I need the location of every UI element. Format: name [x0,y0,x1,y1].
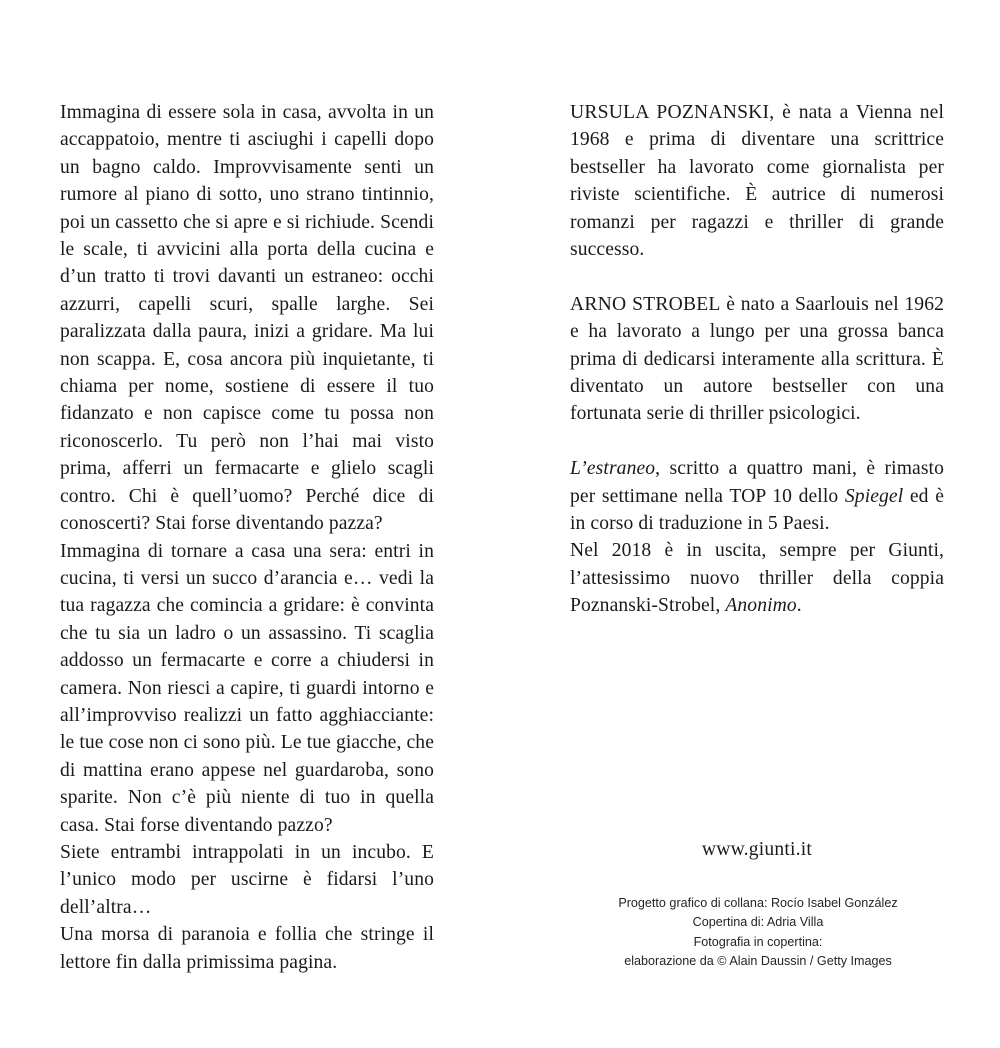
bio-text-strobel: è nato a Saarlouis nel 1962 e ha lavorato a lungo per una grossa banca prima di dedicarsi interamente alla scrittura. È diventato un autore bestseller con una fortunata serie di thriller psicologici. [570,293,944,425]
author-name-poznanski: URSULA POZNANSKI [570,102,770,123]
book-note-paragraph-2 [570,537,944,619]
author-name-strobel: ARNO STROBEL [570,293,721,315]
cover-credits [560,894,956,972]
book-note-text-part2: ed è in corso di traduzione in 5 Paesi. [570,485,944,535]
book-note-text-part1: , scritto a quattro mani, è rimasto per settimane nella TOP 10 dello [570,458,944,507]
blurb-column [60,99,434,976]
bio-paragraph [570,291,944,428]
credit-line-cover-photo-source: elaborazione da © Alain Daussin / Getty Images [624,954,892,969]
credit-line-cover-by: Copertina di: Adria Villa [692,915,824,930]
credit-line-cover-photo-label: Fotografia in copertina: [693,934,823,949]
book-title-estraneo: L’estraneo [570,458,656,480]
author-bio-column [570,99,944,620]
publisher-website[interactable]: www.giunti.it [701,839,813,860]
book-note-text-part3: Nel 2018 è in uscita, sempre per Giunti, l’attesissimo nuovo thriller della coppia Poznanski-Strobel, [570,540,944,617]
book-title-anonimo: Anonimo [725,595,797,617]
blurb-paragraph-2: Immagina di tornare a casa una sera: entri in cucina, ti versi un succo d’arancia e… vedi la tua ragazza che comincia a gridare: è convinta che tu sia un ladro o un assassino. Ti scaglia addosso un fermacarte e corre a chiudersi in camera. Non riesci a capire, ti guardi intorno e all’improvviso realizzi un fatto agghiacciante: le tue cose non ci sono più. Le tue giacche, che di mattina erano appese nel guardaroba, sono sparite. Non c’è più niente di tuo in quella casa. Stai forse diventando pazzo? [60,540,434,836]
blurb-paragraph-3: Siete entrambi intrappolati in un incubo. E l’unico modo per uscirne è fidarsi l’uno dell’altra… [60,841,434,918]
blurb-paragraph-1: Immagina di essere sola in casa, avvolta in un accappatoio, mentre ti asciughi i capelli dopo un bagno caldo. Improvvisamente senti un rumore al piano di sotto, uno strano tintinnio, poi un cassetto che si apre e si richiude. Scendi le scale, ti avvicini alla porta della cucina e d’un tratto ti trovi davanti un estraneo: occhi azzurri, capelli scuri, spalle larghe. Sei paralizzata dalla paura, inizi a gridare. Ma lui non scappa. E, cosa ancora più inquietante, ti chiama per nome, sostiene di essere il tuo fidanzato e non capisce come tu possa non riconoscerlo. Tu però non l’hai mai visto prima, afferri un fermacarte e glielo scagli contro. Chi è quell’uomo? Perché dice di conoscerti? Stai forse diventando pazza? [60,102,434,535]
bio-strobel [570,291,944,428]
bio-text-poznanski: , è nata a Vienna nel 1968 e prima di diventare una scrittrice bestseller ha lavorato come giornalista per riviste scientifiche. È autrice di numerosi romanzi per ragazzi e thriller di grande successo. [570,102,944,261]
credit-line-graphic-design: Progetto grafico di collana: Rocío Isabel González [618,896,898,910]
blurb-paragraph-4: Una morsa di paranoia e follia che stringe il lettore fin dalla primissima pagina. [60,924,434,973]
bio-paragraph [570,99,944,263]
bio-poznanski [570,99,944,263]
book-note-block [570,455,944,619]
magazine-title-spiegel: Spiegel [844,485,904,507]
book-note-paragraph-1 [570,455,944,537]
book-note-text-part4: . [796,595,802,617]
